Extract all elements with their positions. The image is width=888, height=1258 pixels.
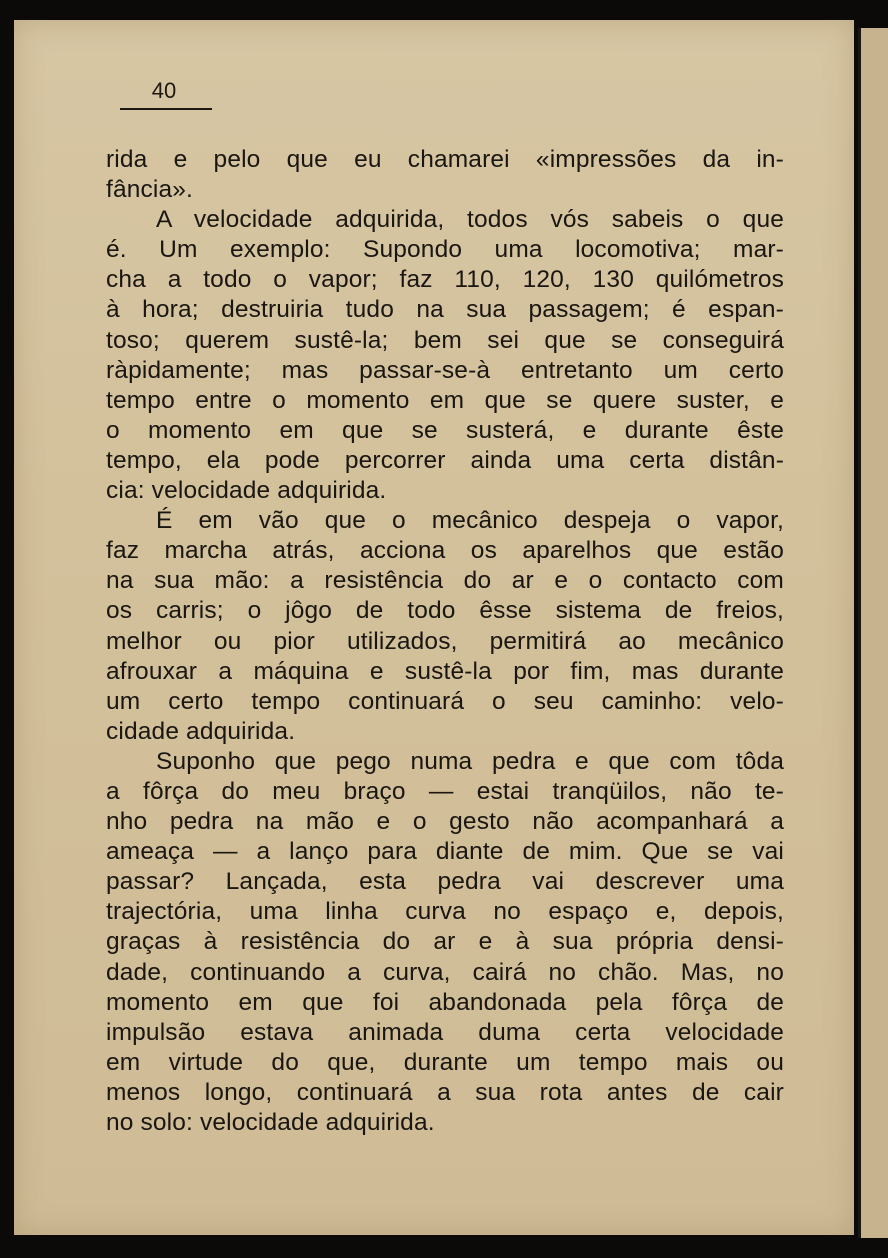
text-line: no solo: velocidade adquirida. [106, 1109, 435, 1136]
text-line: menos longo, continuará a sua rota antes de cair [106, 1078, 784, 1106]
text-line: passar? Lançada, esta pedra vai descrever uma [106, 868, 784, 896]
text-line: ameaça — a lanço para diante de mim. Que se vai [106, 838, 784, 866]
text-line: é. Um exemplo: Supondo uma locomotiva; mar- [106, 236, 784, 264]
text-line: um certo tempo continuará o seu caminho: velo- [106, 687, 784, 715]
text-line: o momento em que se susterá, e durante êste [106, 416, 784, 444]
text-line: os carris; o jôgo de todo êsse sistema de freios, [106, 597, 784, 625]
text-line: cha a todo o vapor; faz 110, 120, 130 quilómetros [106, 266, 784, 294]
text-line: A velocidade adquirida, todos vós sabeis o que [156, 206, 784, 234]
text-line: graças à resistência do ar e à sua própria densi- [106, 928, 784, 956]
text-line: à hora; destruiria tudo na sua passagem; é espan- [106, 296, 784, 324]
text-line: na sua mão: a resistência do ar e o contacto com [106, 567, 784, 595]
page-number: 40 [151, 78, 177, 103]
facing-page-edge [858, 28, 888, 1238]
text-line: fância». [106, 176, 194, 204]
text-line: rida e pelo que eu chamarei «impressões da in- [106, 146, 784, 173]
page-number-rule [120, 108, 212, 110]
text-line: afrouxar a máquina e sustê-la por fim, mas durante [106, 657, 784, 685]
text-line: dade, continuando a curva, cairá no chão. Mas, no [106, 958, 784, 986]
text-line: faz marcha atrás, acciona os aparelhos que estão [106, 537, 784, 565]
text-line: tempo entre o momento em que se quere suster, e [106, 386, 784, 414]
text-line: cidade adquirida. [106, 717, 296, 745]
body-text [106, 145, 784, 1138]
text-line: toso; querem sustê-la; bem sei que se conseguirá [106, 326, 784, 354]
text-line: momento em que foi abandonada pela fôrça de [106, 988, 784, 1016]
text-line: trajectória, uma linha curva no espaço e, depois, [106, 898, 784, 926]
text-line: Suponho que pego numa pedra e que com tôda [156, 747, 784, 775]
text-line: a fôrça do meu braço — estai tranqüilos, não te- [106, 777, 784, 805]
text-line: É em vão que o mecânico despeja o vapor, [156, 507, 784, 535]
text-line: nho pedra na mão e o gesto não acompanhará a [106, 808, 784, 836]
text-line: em virtude do que, durante um tempo mais ou [106, 1048, 784, 1076]
text-line: melhor ou pior utilizados, permitirá ao mecânico [106, 627, 784, 655]
text-line: impulsão estava animada duma certa velocidade [106, 1018, 784, 1046]
text-line: cia: velocidade adquirida. [106, 477, 387, 505]
text-line: ràpidamente; mas passar-se-à entretanto um certo [106, 356, 784, 384]
text-line: tempo, ela pode percorrer ainda uma certa distân- [106, 446, 784, 474]
